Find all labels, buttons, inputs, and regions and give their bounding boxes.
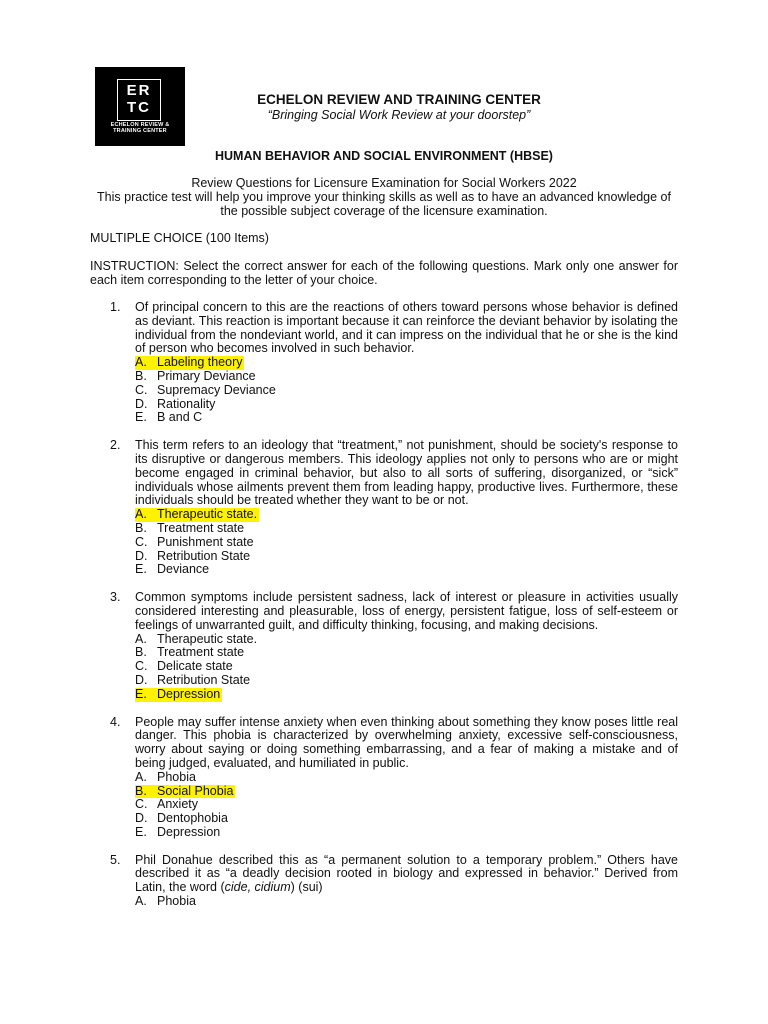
option-letter: B. <box>135 783 147 798</box>
option-letter: B. <box>135 520 147 535</box>
instruction-text: INSTRUCTION: Select the correct answer for each of the following questions. Mark only one answer for each item corresponding to the letter of your choice. <box>90 259 678 287</box>
option-text: Primary Deviance <box>157 368 256 383</box>
option-letter: C. <box>135 534 148 549</box>
option-text: Supremacy Deviance <box>157 382 276 397</box>
option-text: Therapeutic state. <box>157 507 258 522</box>
answer-option <box>135 659 233 673</box>
option-letter: A. <box>135 894 147 909</box>
question-item <box>90 854 678 909</box>
option-letter: A. <box>135 631 147 646</box>
answer-option <box>135 770 196 784</box>
organization-tagline: “Bringing Social Work Review at your doorstep” <box>267 108 531 122</box>
question-text: Of principal concern to this are the reactions of others toward persons whose behavior is defined as deviant. This reaction is important because it can reinforce the deviant behavior by isolating the individual from the nondeviant world, and it can impress on the individual that he or she is the kind of person who becomes involved in such behavior. <box>135 300 678 356</box>
question-item <box>90 439 678 577</box>
answer-option <box>135 797 198 811</box>
option-text: Depression <box>157 686 221 701</box>
option-letter: A. <box>135 355 147 370</box>
question-list <box>90 301 678 923</box>
logo-caption-1: ECHELON REVIEW & <box>110 122 170 128</box>
organization-title: ECHELON REVIEW AND TRAINING CENTER <box>257 92 541 107</box>
question-item <box>90 301 678 425</box>
option-text: Dentophobia <box>157 811 228 826</box>
logo-caption <box>95 122 185 134</box>
option-text: Delicate state <box>157 659 233 674</box>
answer-option <box>135 811 228 825</box>
question-number: 3. <box>110 590 121 605</box>
answer-option-highlighted <box>135 356 244 370</box>
question-number: 2. <box>110 438 121 453</box>
option-letter: E. <box>135 562 147 577</box>
option-letter: B. <box>135 368 147 383</box>
option-text: Labeling theory <box>157 355 243 370</box>
option-letter: D. <box>135 672 148 687</box>
option-letter: C. <box>135 659 148 674</box>
logo-line-2: TC <box>127 99 151 116</box>
question-italic-term: cide, cidium <box>224 880 291 895</box>
option-letter: C. <box>135 382 148 397</box>
answer-option <box>135 535 254 549</box>
option-letter: E. <box>135 410 147 425</box>
subject-title: HUMAN BEHAVIOR AND SOCIAL ENVIRONMENT (HBSE) <box>215 149 553 163</box>
answer-option <box>135 369 256 383</box>
answer-option <box>135 549 250 563</box>
answer-option-highlighted <box>135 688 222 702</box>
option-text: Social Phobia <box>157 783 234 798</box>
logo-line-1: ER <box>126 82 152 99</box>
question-item <box>90 716 678 840</box>
option-letter: A. <box>135 507 147 522</box>
option-letter: B. <box>135 645 147 660</box>
question-number: 4. <box>110 714 121 729</box>
question-text: Phil Donahue described this as “a permanent solution to a temporary problem.” Others have described it as “a deadly decision rooted in biology and expressed in behavior.” Derived from Latin, the word (cide, cidium) (sui) <box>135 852 678 895</box>
logo-caption-2: TRAINING CENTER <box>113 128 167 134</box>
answer-option-highlighted <box>135 508 259 522</box>
option-letter: D. <box>135 396 148 411</box>
option-text: Deviance <box>157 562 210 577</box>
option-text: Depression <box>157 824 221 839</box>
answer-option <box>135 825 220 839</box>
intro-text <box>90 176 678 218</box>
option-text: Treatment state <box>157 645 245 660</box>
question-number: 5. <box>110 852 121 867</box>
option-letter: E. <box>135 686 147 701</box>
option-text: Therapeutic state. <box>157 631 258 646</box>
answer-option <box>135 410 202 424</box>
intro-line-2: This practice test will help you improve your thinking skills as well as to have an advanced knowledge of the possible subject coverage of the licensure examination. <box>97 190 671 218</box>
question-text: This term refers to an ideology that “treatment,” not punishment, should be society's response to its disruptive or dangerous members. This ideology applies not only to persons who are or might become engaged in criminal behavior, but also to all sorts of suffering, disorganized, or “sick” individuals whose ailments prevent them from leading happy, productive lives. Furthermore, these individuals should be treated whether they want to be or not. <box>135 438 678 508</box>
question-text: People may suffer intense anxiety when even thinking about something they know poses little real danger. This phobia is characterized by overwhelming anxiety, excessive self-consciousness, worry about saying or doing something embarrassing, and a fear of making a mistake and of being judged, evaluated, and humiliated in public. <box>135 714 678 770</box>
option-text: Retribution State <box>157 672 251 687</box>
question-text: Common symptoms include persistent sadness, lack of interest or pleasure in activities usually considered interesting and pleasurable, loss of energy, persistent fatigue, loss of self-esteem or feelings of unwarranted guilt, and difficulty thinking, focusing, and making decisions. <box>135 590 678 632</box>
option-text: Punishment state <box>157 534 254 549</box>
option-text: Retribution State <box>157 548 251 563</box>
option-text: Anxiety <box>157 797 198 812</box>
intro-line-1: Review Questions for Licensure Examination for Social Workers 2022 <box>191 176 577 190</box>
option-text: Rationality <box>157 396 216 411</box>
answer-option <box>135 673 250 687</box>
option-letter: D. <box>135 811 148 826</box>
question-item <box>90 591 678 701</box>
option-letter: C. <box>135 797 148 812</box>
option-text: Phobia <box>157 769 196 784</box>
answer-option <box>135 632 257 646</box>
option-letter: D. <box>135 548 148 563</box>
option-letter: A. <box>135 769 147 784</box>
option-letter: E. <box>135 824 147 839</box>
option-text: Treatment state <box>157 520 245 535</box>
answer-option <box>135 383 276 397</box>
answer-option <box>135 645 244 659</box>
answer-option <box>135 894 196 908</box>
option-text: B and C <box>157 410 203 425</box>
answer-option <box>135 397 215 411</box>
answer-option <box>135 521 244 535</box>
question-number: 1. <box>110 300 121 314</box>
option-text: Phobia <box>157 894 196 909</box>
answer-option <box>135 562 209 576</box>
section-heading: MULTIPLE CHOICE (100 Items) <box>90 231 269 245</box>
